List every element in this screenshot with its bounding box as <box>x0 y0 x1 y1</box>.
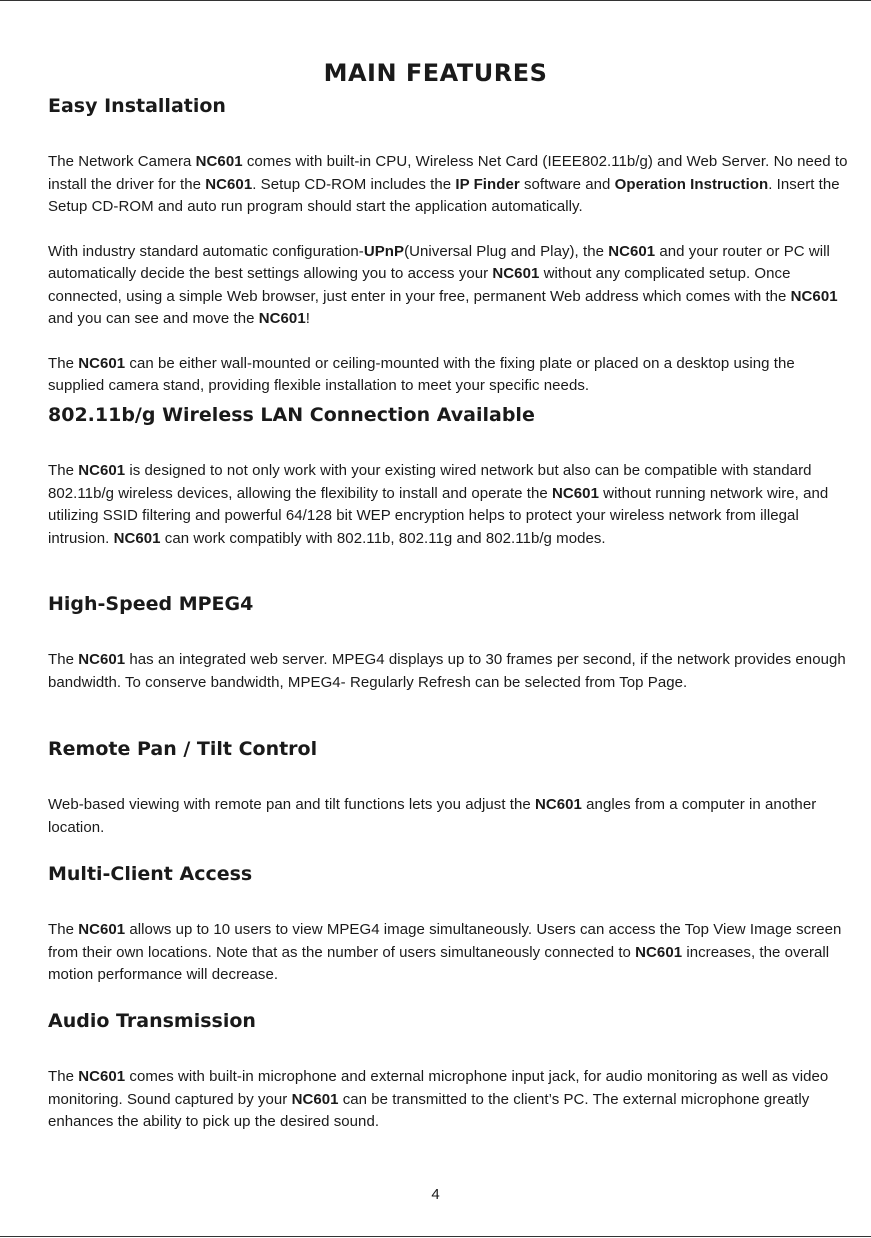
paragraph: With industry standard automatic configuration-UPnP(Universal Plug and Play), the NC601 and your router or PC will automatically decide the best settings allowing you to access your NC601 without any complicated setup. Once connected, using a simple Web browser, just enter in your free, permanent Web address which comes with the NC601 and you can see and move the NC601! <box>48 242 838 327</box>
paragraph: The NC601 is designed to not only work with your existing wired network but also can be compatible with standard 802.11b/g wireless devices, allowing the flexibility to install and operate the NC601 without running network wire, and utilizing SSID filtering and powerful 64/128 bit WEP encryption helps to protect your wireless network from illegal intrusion. NC601 can work compatibly with 802.11b, 802.11g and 802.11b/g modes. <box>48 462 829 547</box>
bold-term: Operation Instruction <box>614 175 769 193</box>
bold-term: UPnP <box>363 242 405 260</box>
paragraph: The NC601 can be either wall-mounted or ceiling-mounted with the fixing plate or placed on a desktop using the supplied camera stand, providing flexible installation to meet your specific needs. <box>48 354 795 394</box>
bold-term: NC601 <box>205 175 253 193</box>
top-rule <box>0 0 871 1</box>
bold-term: NC601 <box>78 354 126 372</box>
bold-term: NC601 <box>492 265 540 282</box>
bold-term: NC601 <box>78 1068 126 1085</box>
paragraph: Web-based viewing with remote pan and tilt functions lets you adjust the NC601 angles from a computer in another location. <box>48 796 817 836</box>
paragraph: The NC601 has an integrated web server. MPEG4 displays up to 30 frames per second, if the network provides enough bandwidth. To conserve bandwidth, MPEG4- Regularly Refresh can be selected from Top Page. <box>48 651 846 691</box>
bottom-rule <box>0 1236 871 1237</box>
section-heading: 802.11b/g Wireless LAN Connection Available <box>48 404 535 426</box>
bold-term: NC601 <box>195 153 243 170</box>
section-heading: Easy Installation <box>48 95 226 117</box>
bold-term: NC601 <box>78 462 126 479</box>
paragraph: The NC601 allows up to 10 users to view MPEG4 image simultaneously. Users can access the Top View Image screen from their own locations. Note that as the number of users simultaneously connected to NC601 increases, the overall motion performance will decrease. <box>48 921 842 983</box>
section-easy-installation <box>48 95 848 398</box>
section-heading: Remote Pan / Tilt Control <box>48 738 318 760</box>
section-heading: High-Speed MPEG4 <box>48 593 254 615</box>
bold-term: NC601 <box>635 943 683 961</box>
paragraph: The NC601 comes with built-in microphone and external microphone input jack, for audio monitoring as well as video monitoring. Sound captured by your NC601 can be transmitted to the client’s PC. The external microphone greatly enhances the ability to pick up the desired sound. <box>48 1068 829 1130</box>
bold-term: NC601 <box>258 310 306 327</box>
section-remote-pan-tilt <box>48 738 848 839</box>
paragraph: The Network Camera NC601 comes with built-in CPU, Wireless Net Card (IEEE802.11b/g) and Web Server. No need to install the driver for the NC601. Setup CD-ROM includes the IP Finder software and Operation Instruction. Insert the Setup CD-ROM and auto run program should start the application automatically. <box>48 153 848 215</box>
page-title: MAIN FEATURES <box>323 59 548 87</box>
section-multi-client-access <box>48 863 848 987</box>
bold-term: NC601 <box>790 287 838 305</box>
section-heading: Multi-Client Access <box>48 863 253 885</box>
bold-term: NC601 <box>113 529 161 547</box>
bold-term: IP Finder <box>455 175 520 193</box>
page-number: 4 <box>431 1186 440 1203</box>
section-heading: Audio Transmission <box>48 1010 256 1032</box>
section-wireless-lan <box>48 404 848 550</box>
bold-term: NC601 <box>78 651 126 668</box>
section-high-speed-mpeg4 <box>48 593 848 694</box>
bold-term: NC601 <box>534 796 582 813</box>
bold-term: NC601 <box>608 242 656 260</box>
bold-term: NC601 <box>78 921 126 938</box>
bold-term: NC601 <box>552 484 599 502</box>
section-audio-transmission <box>48 1010 848 1134</box>
bold-term: NC601 <box>291 1090 339 1108</box>
